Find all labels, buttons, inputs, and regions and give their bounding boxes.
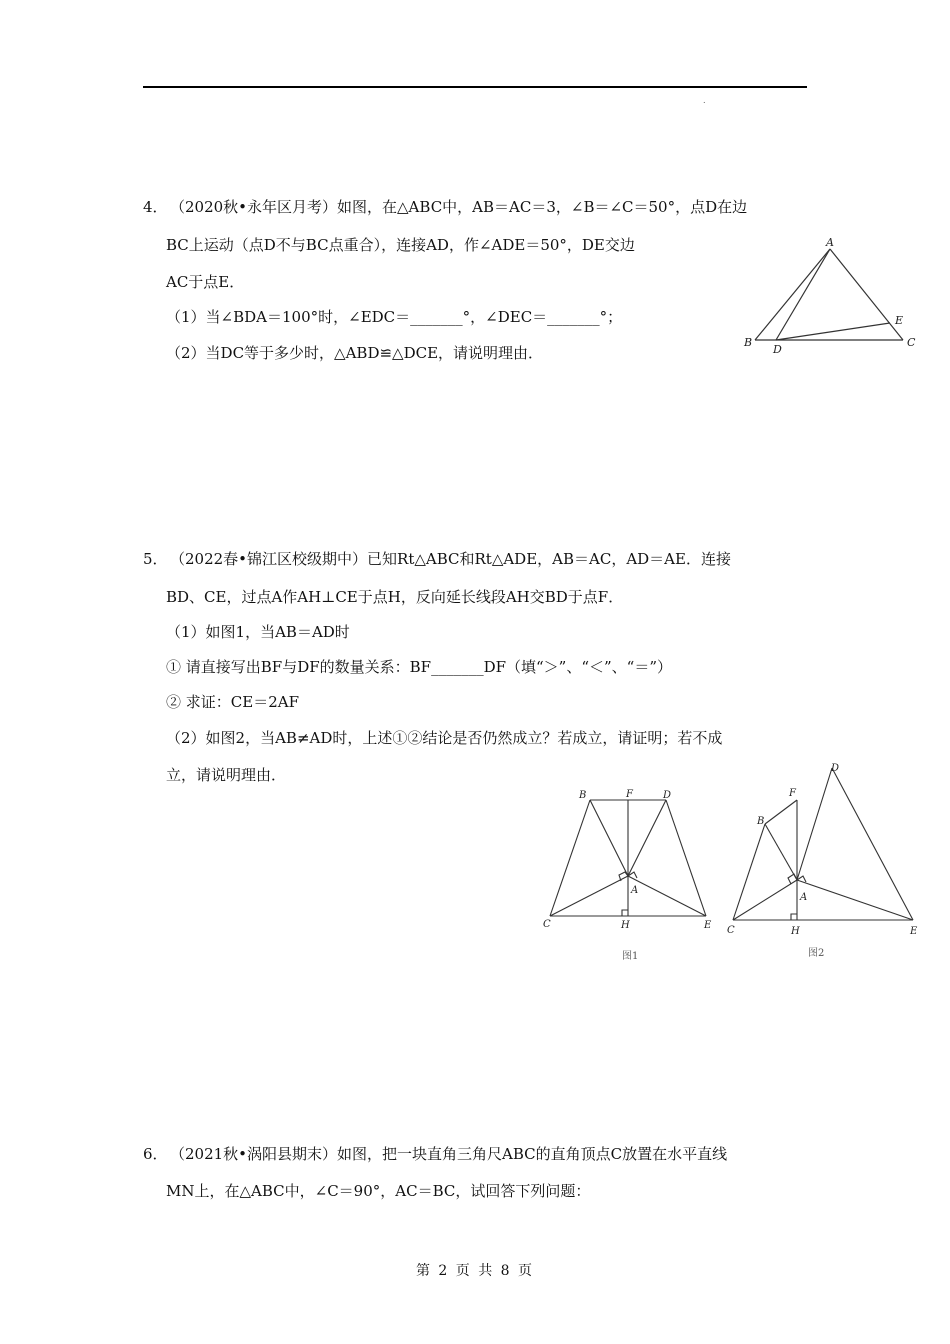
q4-line-3: AC于点E． <box>166 273 245 291</box>
q5-line-2: BD、CE，过点A作AH⊥CE于点H，反向延长线段AH交BD于点F． <box>166 588 624 606</box>
fig2-caption: 图2 <box>808 948 825 959</box>
q5-line-1: （2022春•锦江区校级期中）已知Rt△ABC和Rt△ADE，AB＝AC，AD＝AE．连接 <box>170 550 731 568</box>
q4-figure <box>740 234 920 356</box>
fig2-label-c: C <box>727 925 735 936</box>
fig1-label-b: B <box>579 790 587 801</box>
q4-line-2: BC上运动（点D不与BC点重合），连接AD，作∠ADE＝50°，DE交边 <box>166 236 635 254</box>
fig1-label-a: A <box>631 885 639 896</box>
q6-line-1: （2021秋•涡阳县期末）如图，把一块直角三角尺ABC的直角顶点C放置在水平直线 <box>170 1145 728 1163</box>
q5-number: 5． <box>143 550 168 568</box>
q4-label-c: C <box>907 336 916 349</box>
q5-line-5: ② 求证：CE＝2AF <box>166 693 299 711</box>
q6-number: 6． <box>143 1145 168 1163</box>
q4-label-a: A <box>826 236 834 249</box>
fig1-label-e: E <box>704 920 712 931</box>
fig2-label-a: A <box>800 892 808 903</box>
q4-label-e: E <box>895 314 904 327</box>
fig2-label-f: F <box>789 788 796 799</box>
q5-line-3: （1）如图1，当AB＝AD时 <box>166 623 350 641</box>
fig2-label-d: D <box>831 763 840 774</box>
header-mark: . <box>703 96 706 105</box>
fig1-label-f: F <box>626 789 633 800</box>
fig1-label-h: H <box>621 920 630 931</box>
q4-number: 4． <box>143 198 168 216</box>
q6-line-2: MN上，在△ABC中，∠C＝90°，AC＝BC，试回答下列问题： <box>166 1182 591 1200</box>
q5-figure-2 <box>720 758 925 968</box>
q5-figure-1 <box>530 780 730 970</box>
q4-label-d: D <box>773 343 782 356</box>
header-rule <box>143 86 807 88</box>
q4-line-1: （2020秋•永年区月考）如图，在△ABC中，AB＝AC＝3，∠B＝∠C＝50°，点D在边 <box>170 198 748 216</box>
q4-line-4: （1）当∠BDA＝100°时，∠EDC＝_______°，∠DEC＝_______°； <box>166 308 623 326</box>
fig1-caption: 图1 <box>622 951 639 962</box>
q5-line-7: 立，请说明理由． <box>166 766 287 784</box>
q4-label-b: B <box>744 336 753 349</box>
fig2-label-b: B <box>757 816 765 827</box>
q5-line-6: （2）如图2，当AB≠AD时，上述①②结论是否仍然成立？若成立，请证明；若不成 <box>166 729 723 747</box>
q5-line-4: ① 请直接写出BF与DF的数量关系：BF_______DF（填“＞”、“＜”、“＝”） <box>166 658 673 676</box>
fig1-label-c: C <box>543 919 551 930</box>
fig2-label-e: E <box>910 926 918 937</box>
page-footer: 第 2 页 共 8 页 <box>415 1263 535 1279</box>
fig2-label-h: H <box>791 926 800 937</box>
q4-line-5: （2）当DC等于多少时，△ABD≌△DCE，请说明理由． <box>166 344 544 362</box>
fig1-label-d: D <box>663 790 672 801</box>
